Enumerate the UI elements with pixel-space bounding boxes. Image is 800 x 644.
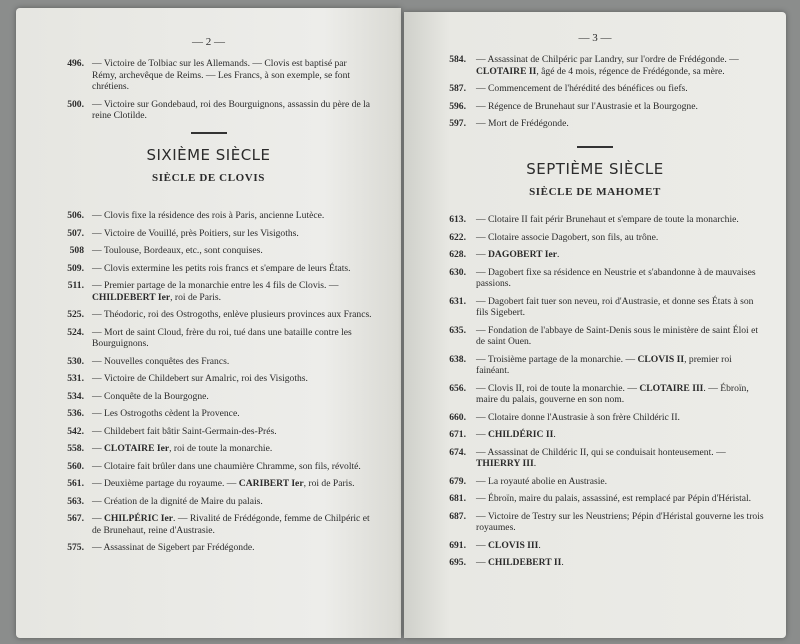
list-item: 575. — Assassinat de Sigebert par Frédégonde.	[67, 542, 255, 553]
list-item: 622. — Clotaire associe Dagobert, son fils, au trône.	[449, 231, 659, 243]
list-item: 613. — Clotaire II fait périr Brunehaut et s'empare de toute la monarchie.	[449, 214, 739, 225]
list-item: 530. — Nouvelles conquêtes des Francs.	[67, 355, 230, 367]
left-page	[16, 8, 401, 638]
list-item: 635. — Fondation de l'abbaye de Saint-Denis sous le ministère de saint Éloi et de saint Ouen.	[449, 324, 759, 347]
list-item: 563. — Création de la dignité de Maire du palais.	[67, 495, 263, 507]
list-item: 496. — Victoire de Tolbiac sur les Allemands. — Clovis est baptisé par Rémy, archevêque de Reims. — Les Francs, à son exemple, se font chrétiens.	[67, 58, 351, 92]
list-item: 628. — DAGOBERT Ier.	[449, 249, 560, 260]
list-item: 660. — Clotaire donne l'Austrasie à son frère Childéric II.	[449, 411, 680, 423]
list-item: 536. — Les Ostrogoths cèdent la Provence.	[67, 408, 240, 419]
list-item: 508 — Toulouse, Bordeaux, etc., sont conquises.	[69, 245, 263, 256]
list-item: 511. — Premier partage de la monarchie entre les 4 fils de Clovis. — CHILDEBERT Ier, roi de Paris.	[67, 280, 339, 303]
list-item: 671. — CHILDÉRIC II.	[449, 429, 556, 440]
list-item: 534. — Conquête de la Bourgogne.	[67, 390, 209, 402]
right-page	[404, 12, 786, 638]
list-item: 587. — Commencement de l'hérédité des bénéfices ou fiefs.	[449, 83, 688, 94]
century-subtitle: SIÈCLE DE CLOVIS	[152, 172, 265, 184]
list-item: 567. — CHILPÉRIC Ier. — Rivalité de Frédégonde, femme de Chilpéric et de Brunehaut, reine d'Austrasie.	[67, 513, 370, 536]
list-item: 681. — Ébroïn, maire du palais, assassiné, est remplacé par Pépin d'Héristal.	[449, 493, 752, 504]
list-item: 531. — Victoire de Childebert sur Amalric, roi des Visigoths.	[67, 373, 308, 384]
list-item: 524. — Mort de saint Cloud, frère du roi, tué dans une bataille contre les Bourguignons.	[67, 326, 352, 349]
right-entries	[404, 214, 786, 575]
list-item: 500. — Victoire sur Gondebaud, roi des Bourguignons, assassin du père de la reine Clotilde.	[67, 98, 371, 121]
list-item: 631. — Dagobert fait tuer son neveu, roi d'Austrasie, et donne ses États à son fils Sigebert.	[449, 295, 754, 318]
divider	[577, 146, 613, 148]
list-item: 674. — Assassinat de Childéric II, qui se conduisait honteusement. — THIERRY III.	[449, 446, 726, 469]
left-entries	[16, 210, 401, 560]
century-title: SIXIÈME SIÈCLE	[146, 146, 271, 164]
list-item: 558. — CLOTAIRE Ier, roi de toute la monarchie.	[67, 443, 273, 454]
left-top-entries	[16, 58, 401, 128]
list-item: 679. — La royauté abolie en Austrasie.	[449, 475, 608, 487]
list-item: 687. — Victoire de Testry sur les Neustriens; Pépin d'Héristal gouverne les trois royaumes.	[449, 510, 764, 533]
list-item: 597. — Mort de Frédégonde.	[449, 118, 569, 129]
list-item: 656. — Clovis II, roi de toute la monarchie. — CLOTAIRE III. — Ébroïn, maire du palais, gouverne en son nom.	[449, 382, 749, 405]
list-item: 638. — Troisième partage de la monarchie. — CLOVIS II, premier roi fainéant.	[449, 353, 732, 376]
list-item: 525. — Théodoric, roi des Ostrogoths, enlève plusieurs provinces aux Francs.	[67, 309, 372, 320]
list-item: 542. — Childebert fait bâtir Saint-Germain-des-Prés.	[67, 425, 277, 437]
list-item: 584. — Assassinat de Chilpéric par Landry, sur l'ordre de Frédégonde. — CLOTAIRE II, âgé de 4 mois, régence de Frédégonde, sa mère.	[449, 54, 739, 77]
list-item: 630. — Dagobert fixe sa résidence en Neustrie et s'abandonne à de mauvaises passions.	[449, 266, 756, 289]
list-item: 695. — CHILDEBERT II.	[449, 557, 564, 568]
divider	[191, 132, 227, 134]
century-header	[16, 132, 401, 196]
page-number: — 2 —	[192, 36, 225, 48]
list-item: 596. — Régence de Brunehaut sur l'Austrasie et la Bourgogne.	[449, 100, 698, 112]
century-subtitle: SIÈCLE DE MAHOMET	[529, 186, 661, 198]
century-header	[404, 146, 786, 210]
right-top-entries	[404, 54, 786, 136]
page-number: — 3 —	[578, 32, 612, 44]
list-item: 560. — Clotaire fait brûler dans une chaumière Chramme, son fils, révolté.	[67, 460, 361, 472]
list-item: 506. — Clovis fixe la résidence des rois à Paris, ancienne Lutèce.	[67, 210, 325, 221]
list-item: 561. — Deuxième partage du royaume. — CARIBERT Ier, roi de Paris.	[67, 478, 355, 489]
list-item: 691. — CLOVIS III.	[449, 539, 541, 551]
century-title: SEPTIÈME SIÈCLE	[526, 160, 664, 178]
list-item: 507. — Victoire de Vouillé, près Poitiers, sur les Visigoths.	[67, 227, 299, 239]
list-item: 509. — Clovis extermine les petits rois francs et s'empare de leurs États.	[67, 262, 351, 274]
